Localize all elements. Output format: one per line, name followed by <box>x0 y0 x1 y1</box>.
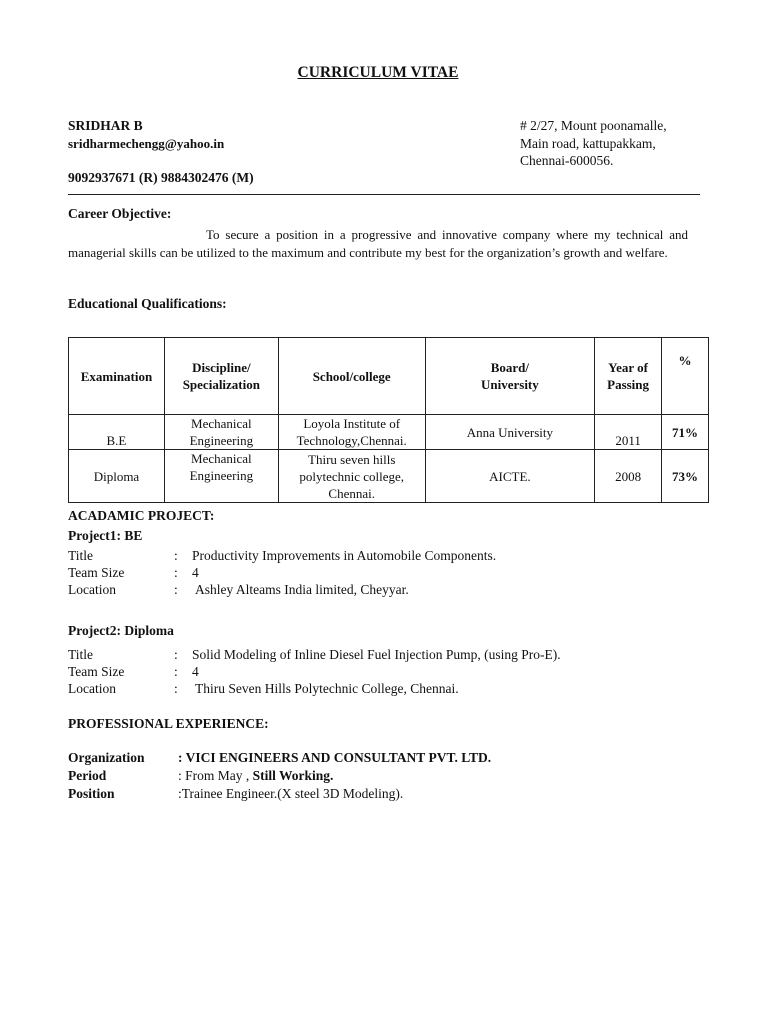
organization-value: : VICI ENGINEERS AND CONSULTANT PVT. LTD. <box>178 750 492 765</box>
candidate-email: sridharmechengg@yahoo.in <box>68 136 225 151</box>
field-label: Team Size <box>68 664 125 679</box>
field-label: Title <box>68 647 94 662</box>
field-colon: : <box>174 647 178 662</box>
career-objective-heading: Career Objective: <box>68 206 172 221</box>
field-value: Solid Modeling of Inline Diesel Fuel Injection Pump, (using Pro-E). <box>192 647 561 662</box>
table-cell: 73% <box>662 450 709 503</box>
period-status: Still Working. <box>252 768 334 783</box>
field-value: 4 <box>192 565 199 580</box>
table-cell: 71% <box>662 415 709 450</box>
field-colon: : <box>174 582 178 597</box>
field-colon: : <box>174 565 178 580</box>
field-colon: : <box>174 548 178 563</box>
education-heading: Educational Qualifications: <box>68 296 227 311</box>
table-cell: 2008 <box>595 450 662 503</box>
table-cell: Anna University <box>425 415 594 450</box>
table-header-cell: School/college <box>278 338 425 415</box>
field-label: Location <box>68 582 116 597</box>
document-title: CURRICULUM VITAE <box>297 64 459 81</box>
table-cell: Mechanical Engineering <box>164 450 278 503</box>
table-header-row <box>69 338 709 415</box>
period-value <box>178 768 333 784</box>
address-line: Main road, kattupakkam, <box>520 136 656 151</box>
candidate-phone: 9092937671 (R) 9884302476 (M) <box>68 170 254 185</box>
address-line: Chennai-600056. <box>520 153 614 168</box>
table-header-cell: Year of Passing <box>595 338 662 415</box>
table-cell: Loyola Institute of Technology,Chennai. <box>278 415 425 450</box>
table-row <box>69 415 709 450</box>
position-value: :Trainee Engineer.(X steel 3D Modeling). <box>178 786 404 801</box>
table-header-cell: Examination <box>69 338 165 415</box>
table-header-cell: % <box>662 338 709 415</box>
candidate-name: SRIDHAR B <box>68 118 143 133</box>
field-value: Thiru Seven Hills Polytechnic College, Chennai. <box>195 681 459 696</box>
table-cell: Diploma <box>69 450 165 503</box>
field-value: 4 <box>192 664 199 679</box>
experience-heading: PROFESSIONAL EXPERIENCE: <box>68 716 269 731</box>
field-value: Productivity Improvements in Automobile Components. <box>192 548 497 563</box>
field-value: Ashley Alteams India limited, Cheyyar. <box>195 582 409 597</box>
field-colon: : <box>174 681 178 696</box>
project-heading: Project2: Diploma <box>68 623 174 638</box>
header-divider <box>68 194 700 195</box>
position-label: Position <box>68 786 115 801</box>
field-colon: : <box>174 664 178 679</box>
period-text: : From May , <box>178 768 250 783</box>
period-label: Period <box>68 768 107 783</box>
address-line: # 2/27, Mount poonamalle, <box>520 118 667 133</box>
field-label: Location <box>68 681 116 696</box>
field-label: Title <box>68 548 94 563</box>
table-cell: Mechanical Engineering <box>164 415 278 450</box>
table-header-cell: Discipline/ Specialization <box>164 338 278 415</box>
table-cell: Thiru seven hills polytechnic college, Chennai. <box>278 450 425 503</box>
table-header-cell: Board/ University <box>425 338 594 415</box>
table-cell: B.E <box>69 415 165 450</box>
field-label: Team Size <box>68 565 125 580</box>
education-table <box>68 337 709 503</box>
table-cell: AICTE. <box>425 450 594 503</box>
career-objective-text <box>68 226 688 262</box>
table-row <box>69 450 709 503</box>
table-cell: 2011 <box>595 415 662 450</box>
project-heading: Project1: BE <box>68 528 143 543</box>
academic-project-heading: ACADAMIC PROJECT: <box>68 508 215 523</box>
organization-label: Organization <box>68 750 145 765</box>
career-objective-body: To secure a position in a progressive and innovative company where my technical and managerial skills can be utilized to the maximum and contribute my best for the organization’s growth and welfare. <box>68 227 688 260</box>
